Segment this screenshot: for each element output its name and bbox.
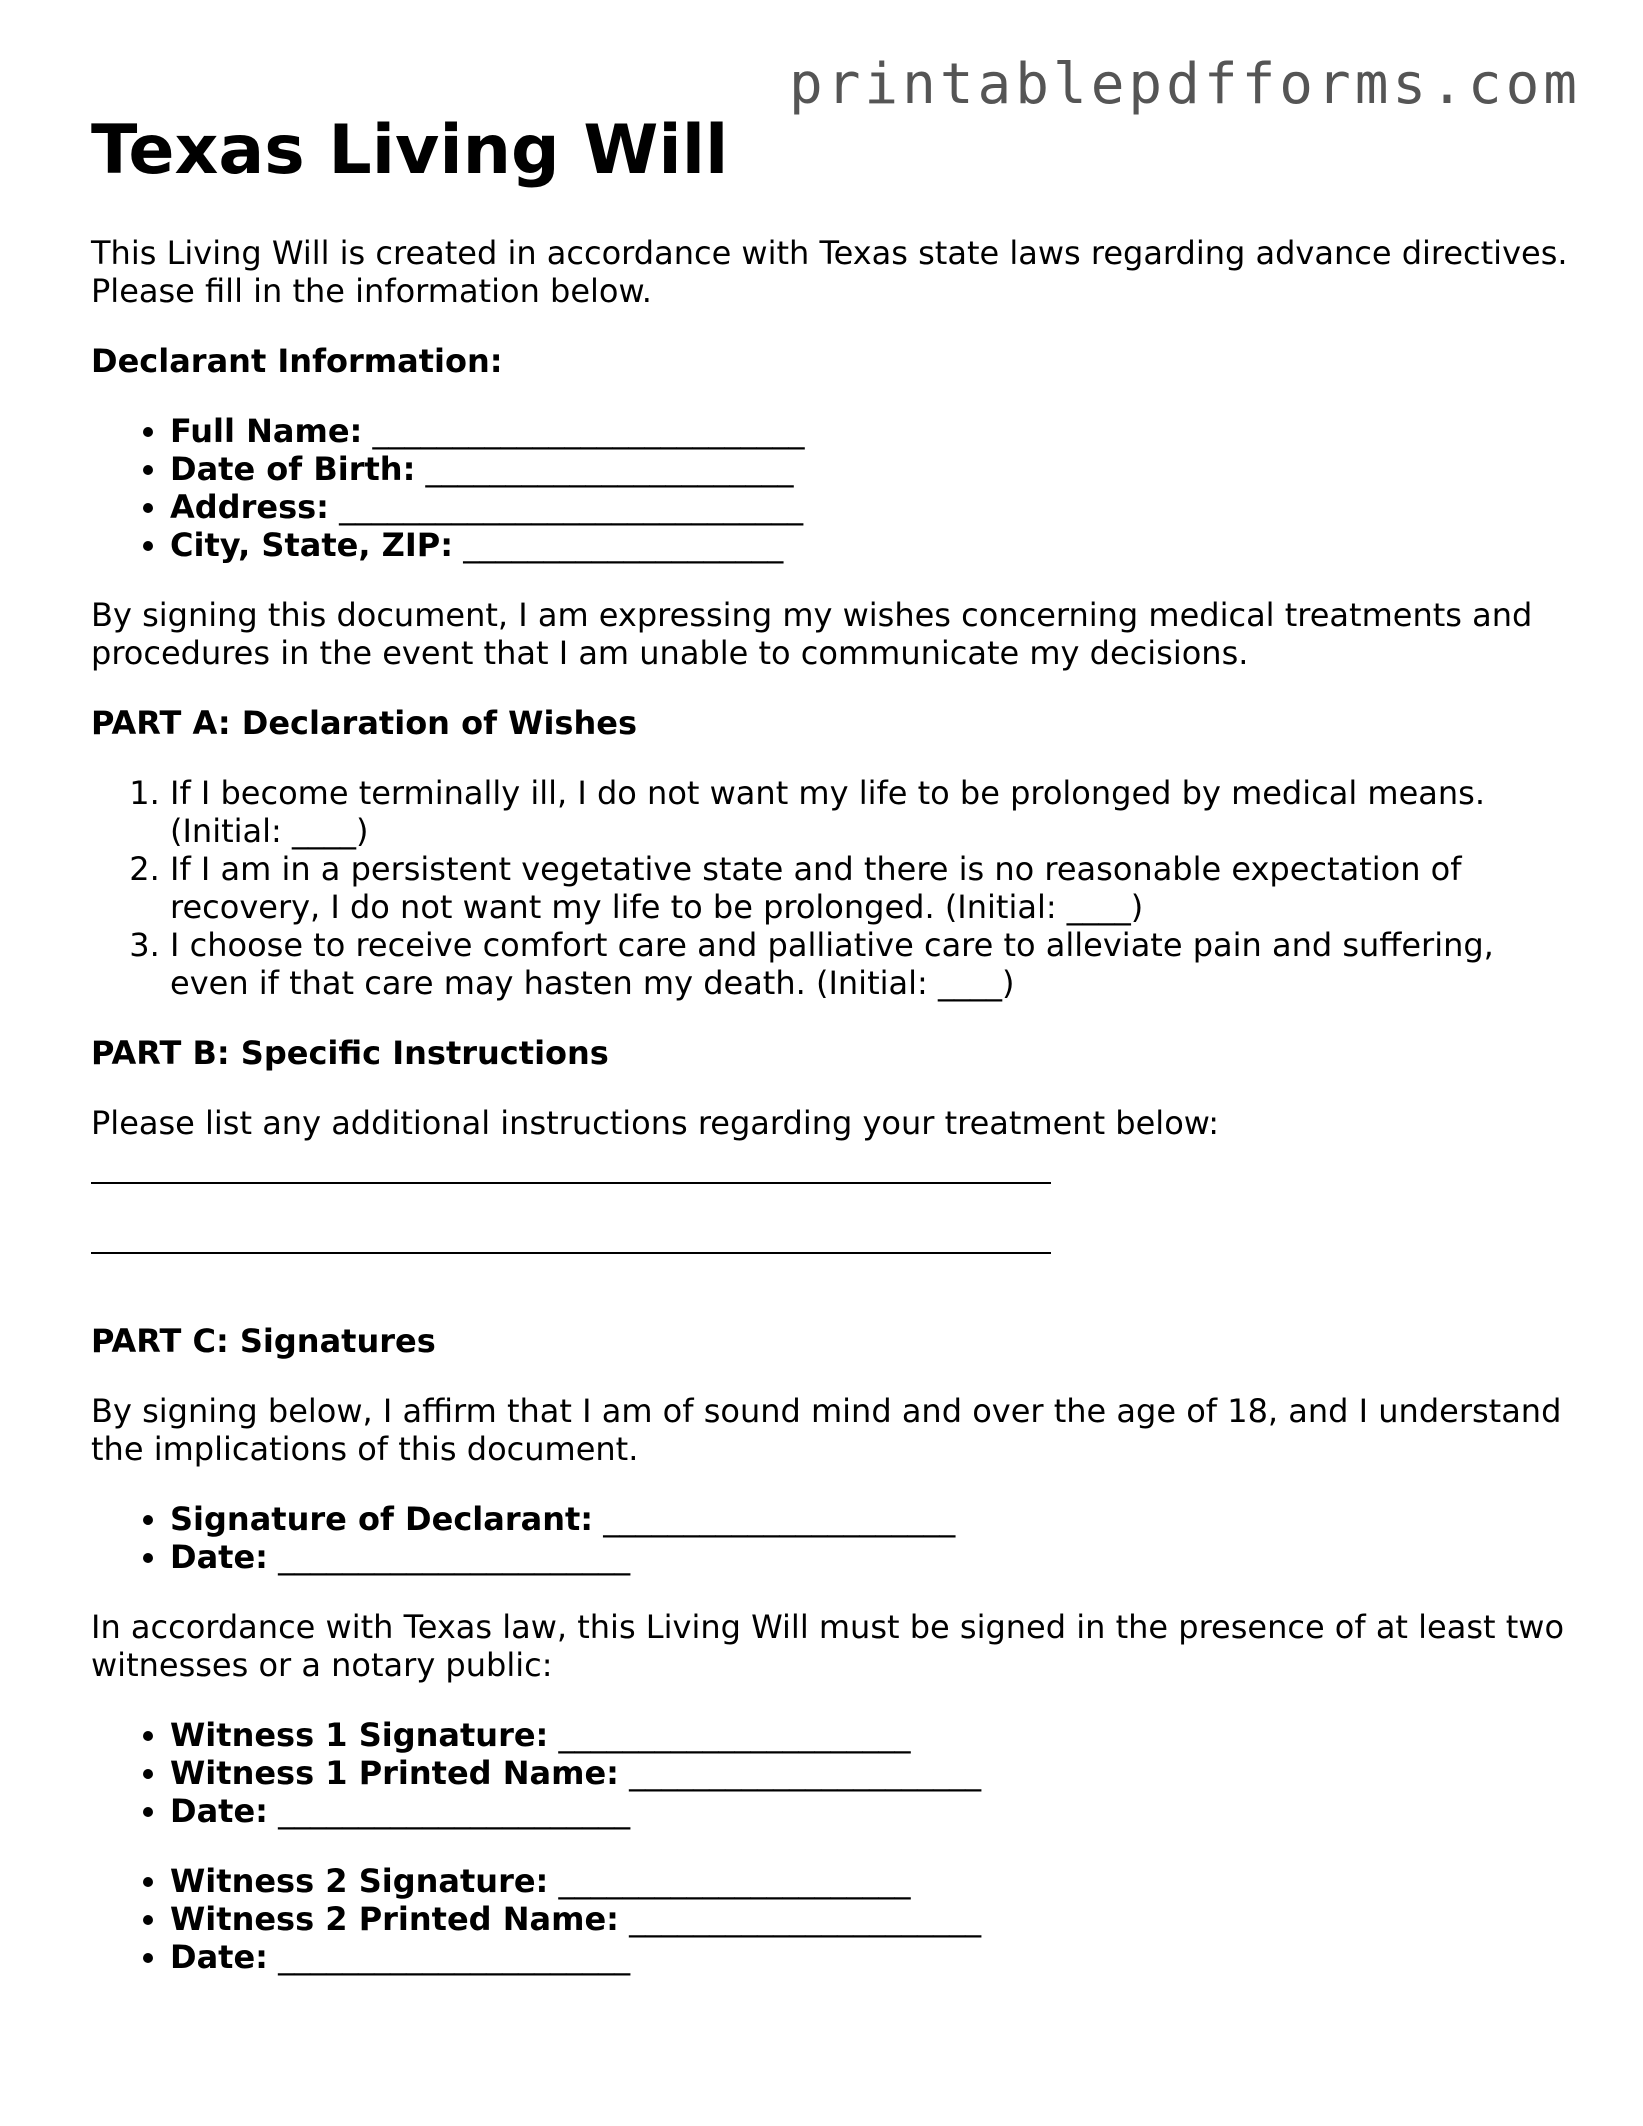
witness-2-printed-name-field[interactable] [170,1900,1571,1938]
declarant-signature-list [91,1500,1571,1576]
wish-item: 1. If I become terminally ill, I do not want my life to be prolonged by medical means. (Initial: ____) [170,774,1571,850]
wish-item: 2. If I am in a persistent vegetative state and there is no reasonable expectation of recovery, I do not want my life to be prolonged. (Initial: ____) [170,850,1571,926]
declarant-fields-list [91,412,1571,564]
field-label: Signature of Declarant: [170,1500,594,1539]
declarant-heading: Declarant Information: [91,342,503,381]
date-of-birth-field[interactable] [170,450,1571,488]
field-label: Date: [170,1938,268,1977]
witness-1-date-field[interactable] [170,1792,1571,1830]
part-a-heading: PART A: Declaration of Wishes [91,704,637,743]
field-label: City, State, ZIP: [170,526,454,565]
page-title: Texas Living Will [91,111,729,190]
instruction-line-1[interactable] [91,1182,1051,1184]
field-blank: ____________________ [463,526,784,565]
witness-text: In accordance with Texas law, this Living Will must be signed in the presence of at least two witnesses or a notary public: [91,1608,1565,1685]
field-label: Address: [170,488,329,527]
wish-item: 3. I choose to receive comfort care and palliative care to alleviate pain and suffering, even if that care may hasten my death. (Initial: ____) [170,926,1571,1002]
field-blank: _______________________ [425,450,794,489]
field-label: Witness 1 Printed Name: [170,1754,619,1793]
part-c-heading: PART C: Signatures [91,1322,436,1361]
field-label: Full Name: [170,412,363,451]
document-page [91,112,1571,2008]
field-blank: ______________________ [278,1938,631,1977]
declarant-signature-field[interactable] [170,1500,1571,1538]
intro-paragraph: This Living Will is created in accordance with Texas state laws regarding advance directives. Please fill in the information below. [91,234,1568,311]
part-c-text: By signing below, I affirm that I am of sound mind and over the age of 18, and I understand the implications of this document. [91,1392,1562,1469]
witness-1-signature-field[interactable] [170,1716,1571,1754]
field-blank: ___________________________ [372,412,805,451]
part-b-heading: PART B: Specific Instructions [91,1034,609,1073]
field-label: Date of Birth: [170,450,416,489]
city-state-zip-field[interactable] [170,526,1571,564]
watermark: printablepdfforms.com [788,52,1581,117]
witness-2-list [91,1862,1571,1976]
field-blank: ______________________ [558,1716,911,1755]
field-label: Date: [170,1538,268,1577]
field-label: Witness 1 Signature: [170,1716,549,1755]
declarant-date-field[interactable] [170,1538,1571,1576]
part-b-text: Please list any additional instructions regarding your treatment below: [91,1104,1219,1143]
field-blank: ______________________ [558,1862,911,1901]
field-blank: ______________________ [629,1900,982,1939]
witness-2-signature-field[interactable] [170,1862,1571,1900]
witness-1-printed-name-field[interactable] [170,1754,1571,1792]
field-blank: _____________________________ [339,488,804,527]
field-label: Witness 2 Printed Name: [170,1900,619,1939]
full-name-field[interactable] [170,412,1571,450]
field-blank: ______________________ [278,1792,631,1831]
witness-1-list [91,1716,1571,1830]
witness-2-date-field[interactable] [170,1938,1571,1976]
field-blank: ______________________ [278,1538,631,1577]
instruction-line-2[interactable] [91,1252,1051,1254]
field-blank: ______________________ [603,1500,956,1539]
part-a-list [91,774,1571,1002]
field-label: Date: [170,1792,268,1831]
address-field[interactable] [170,488,1571,526]
field-label: Witness 2 Signature: [170,1862,549,1901]
field-blank: ______________________ [629,1754,982,1793]
statement-paragraph: By signing this document, I am expressing my wishes concerning medical treatments and procedures in the event that I am unable to communicate my decisions. [91,596,1533,673]
